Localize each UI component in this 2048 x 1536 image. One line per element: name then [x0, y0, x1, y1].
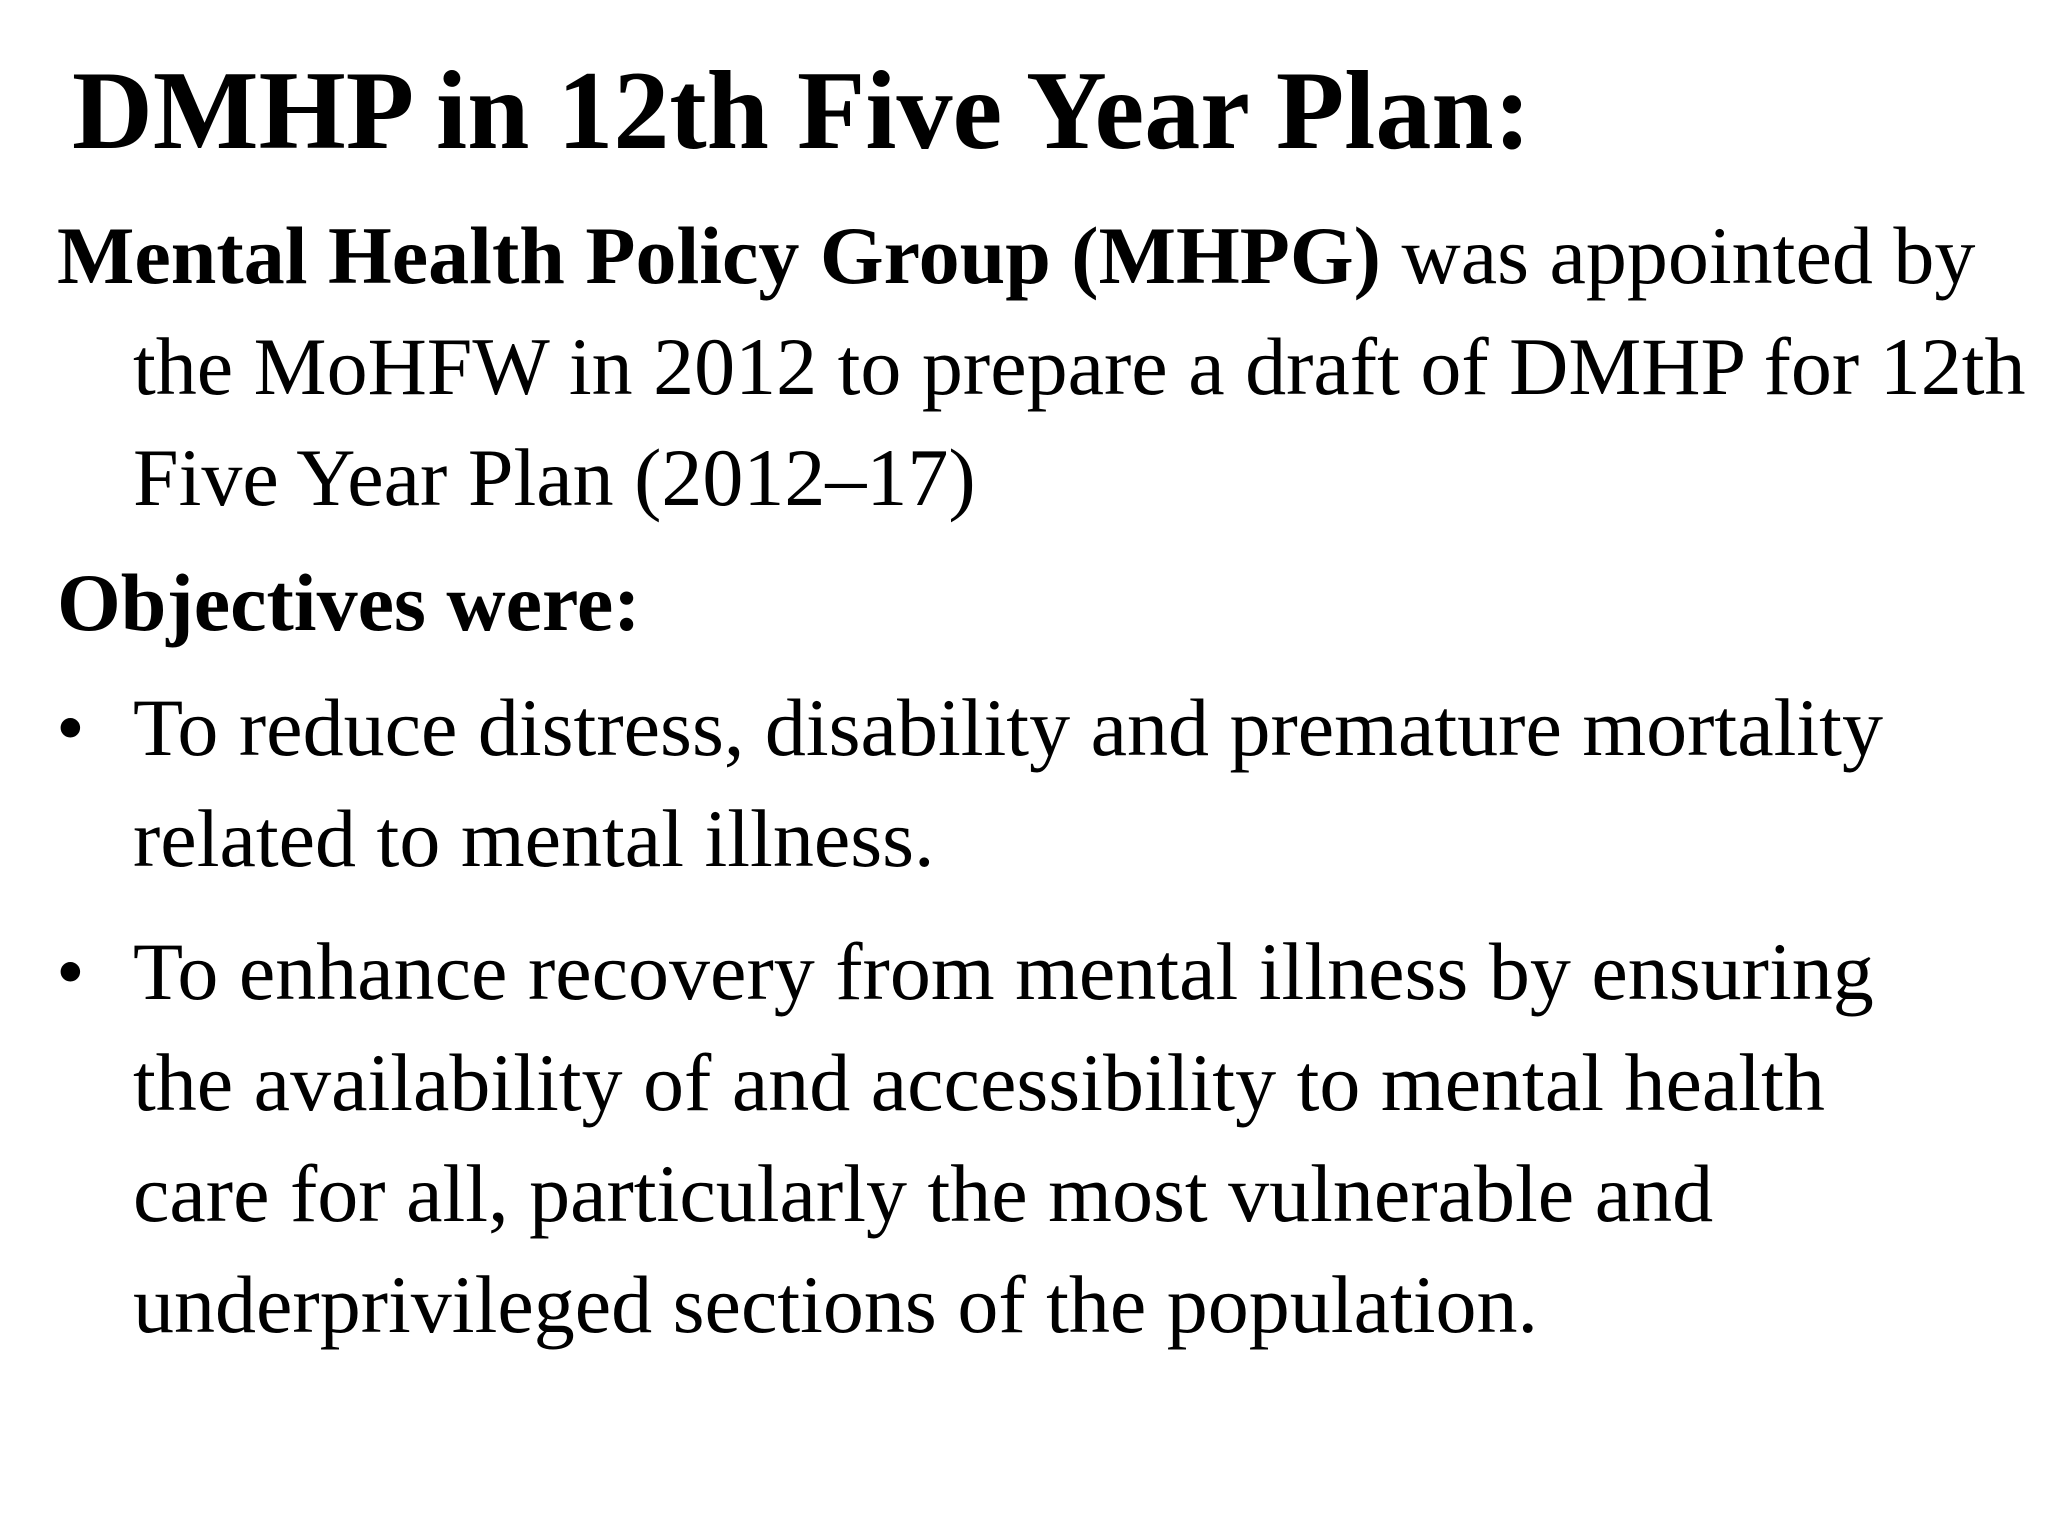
intro-paragraph	[0, 200, 2048, 533]
bullet-item	[0, 916, 1913, 1360]
bullet-text: To enhance recovery from mental illness by ensuring the availability of and accessibility to mental health care for all, particularly the most vulnerable and underprivileged sections of the population.	[133, 926, 1874, 1350]
bullet-icon: •	[56, 926, 85, 1017]
bullet-icon: •	[56, 682, 85, 773]
slide-body	[0, 200, 2048, 1382]
bullet-item	[0, 672, 1913, 894]
intro-text: was appointed by the MoHFW in 2012 to prepare a draft of DMHP for 12th Five Year Plan (2012–17)	[133, 210, 2026, 523]
intro-bold-text: Mental Health Policy Group (MHPG)	[57, 210, 1381, 301]
slide-title: DMHP in 12th Five Year Plan:	[72, 49, 1532, 173]
objectives-heading: Objectives were:	[57, 557, 641, 648]
bullet-text: To reduce distress, disability and premature mortality related to mental illness.	[133, 682, 1883, 884]
